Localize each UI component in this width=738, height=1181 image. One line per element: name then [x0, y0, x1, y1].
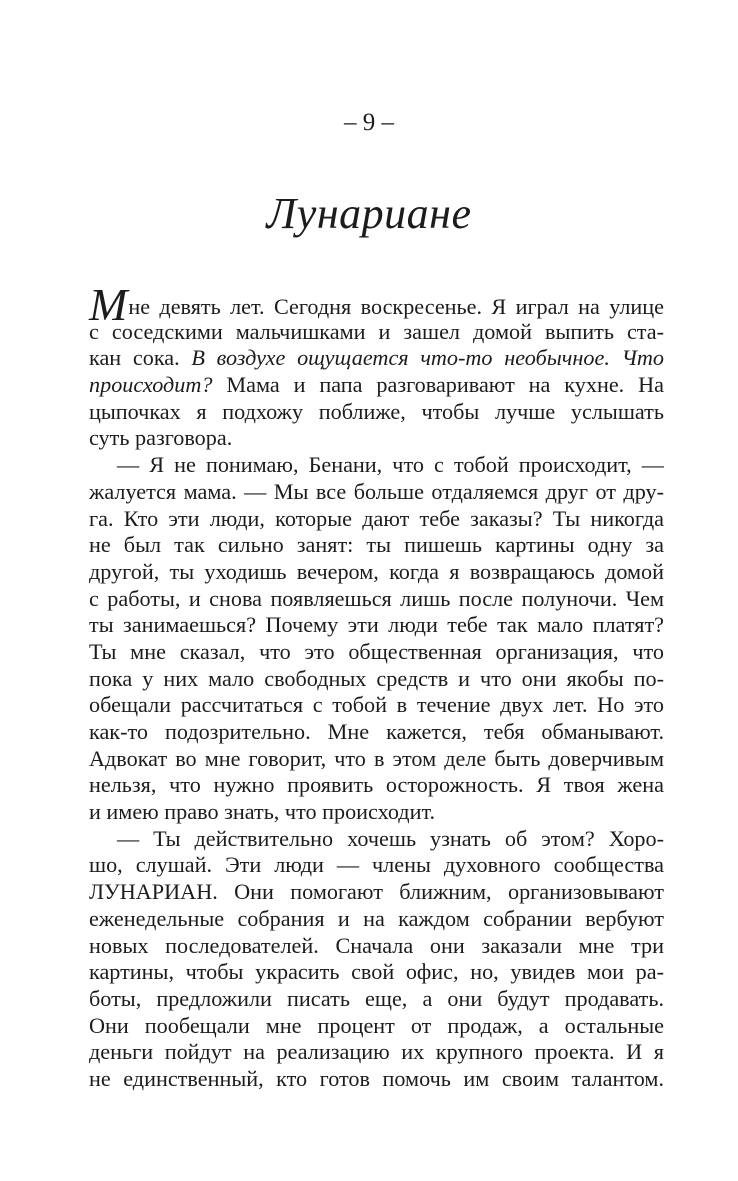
paragraph-1: [89, 279, 664, 452]
drop-cap: М: [89, 279, 128, 330]
text-line: картины, чтобы украсить свой офис, но, увидев мои ра-: [89, 959, 664, 985]
text-line: — Я не понимаю, Бенани, что с тобой происходит, —: [117, 452, 664, 478]
text-line: не был так сильно занят: ты пишешь картины одну за: [89, 532, 664, 558]
text-line: — Ты действительно хочешь узнать об этом? Хоро-: [117, 825, 664, 851]
text-line: не единственный, кто готов помочь им своим талантом.: [89, 1065, 664, 1091]
paragraph-2: [89, 452, 664, 826]
text-line: ты занимаешься? Почему эти люди тебе так мало платят?: [89, 612, 664, 638]
text-line: пока у них мало свободных средств и что они якобы по-: [89, 665, 664, 691]
text-line: Они пообещали мне процент от продаж, а остальные: [89, 1012, 664, 1038]
text-line: с работы, и снова появляешься лишь после полуночи. Чем: [89, 585, 664, 611]
text-line: боты, предложили писать еще, а они будут продавать.: [89, 985, 664, 1011]
text-line: как-то подозрительно. Мне кажется, тебя обманывают.: [89, 719, 664, 744]
text-line: Адвокат во мне говорит, что в этом деле быть доверчивым: [89, 745, 664, 771]
italic-thought: В воздухе ощущается что-то необычное. Что: [191, 345, 664, 371]
text-line: нельзя, что нужно проявить осторожность. Я твоя жена: [89, 772, 664, 798]
text-line: цыпочках я подхожу поближе, чтобы лучше услышать: [89, 398, 664, 424]
text-line: еженедельные собрания и на каждом собрании вербуют: [89, 905, 664, 931]
text-line: с соседскими мальчишками и зашел домой выпить ста-: [89, 318, 664, 344]
text-line: га. Кто эти люди, которые дают тебе заказы? Ты никогда: [89, 505, 664, 531]
text-line: новых последователей. Сначала они заказали мне три: [89, 932, 664, 958]
italic-thought: происходит?: [89, 372, 213, 398]
text-line: жалуется мама. — Мы все больше отдаляемся друг от дру-: [89, 478, 664, 504]
page-number: – 9 –: [344, 109, 394, 136]
text-line: ЛУНАРИАН. Они помогают ближним, организовывают: [89, 879, 664, 905]
text-line: кан сока. В воздухе ощущается что-то необычное. Что: [89, 345, 664, 371]
text-line: обещали рассчитаться с тобой в течение двух лет. Но это: [89, 692, 664, 718]
text-line: Ты мне сказал, что это общественная организация, что: [89, 638, 664, 664]
text-line: суть разговора.: [89, 425, 233, 451]
paragraph-3: [89, 826, 664, 1093]
text-line: деньги пойдут на реализацию их крупного проекта. И я: [89, 1039, 664, 1065]
text-line: шо, слушай. Эти люди — члены духовного сообщества: [89, 852, 664, 878]
text-line: Мне девять лет. Сегодня воскресенье. Я играл на улице: [89, 279, 664, 330]
text-line: и имею право знать, что происходит.: [89, 799, 436, 825]
text-line: происходит? Мама и папа разговаривают на кухне. На: [89, 372, 664, 398]
chapter-title: Лунариане: [266, 189, 472, 238]
text-line: другой, ты уходишь вечером, когда я возвращаюсь домой: [89, 558, 664, 584]
body-text: [89, 279, 664, 1093]
